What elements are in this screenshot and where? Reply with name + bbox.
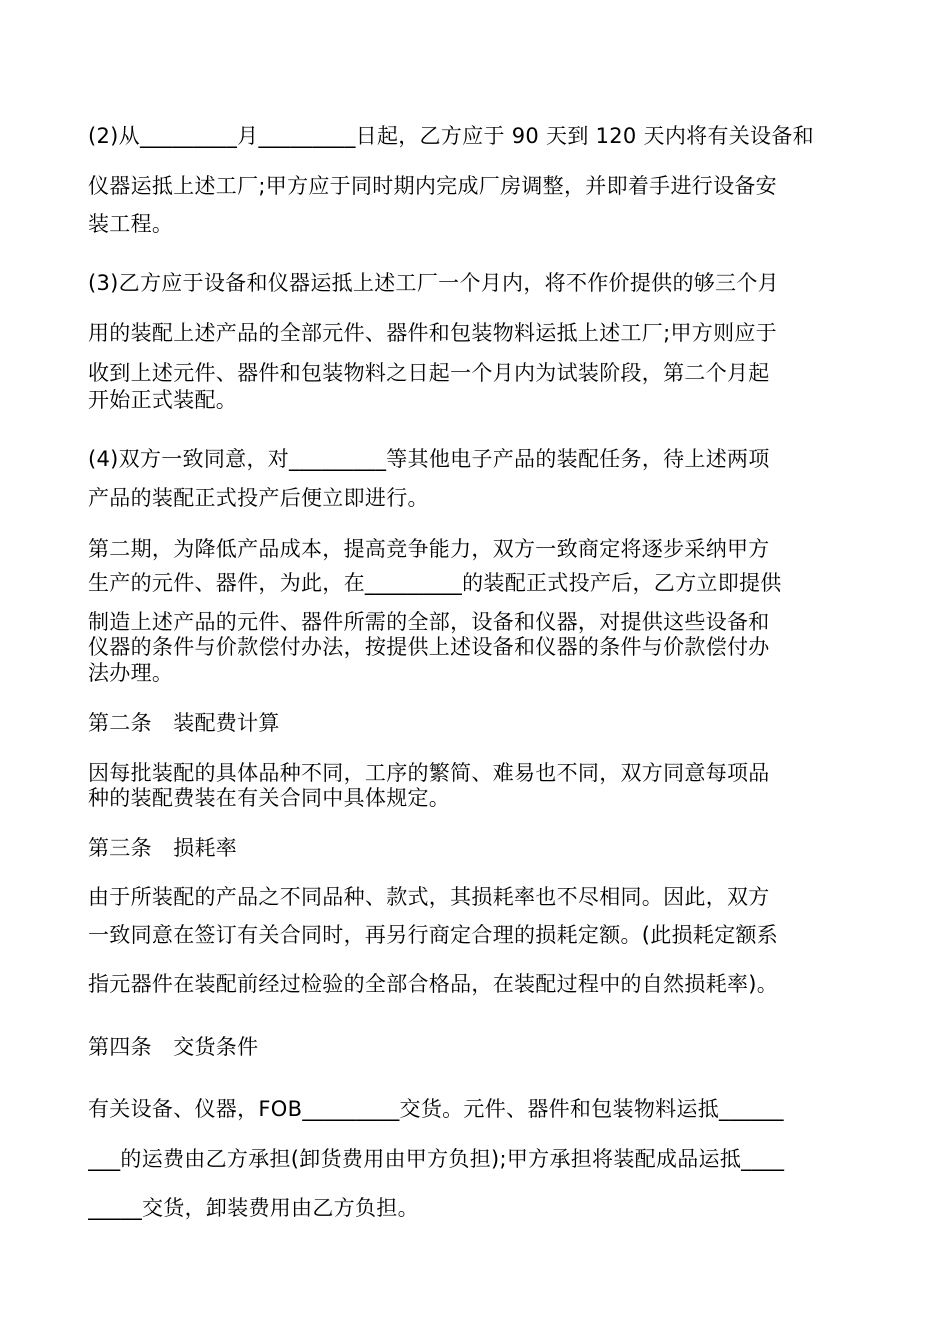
section-heading: 第四条 交货条件 xyxy=(88,1035,259,1059)
text-line: (2)从_________月_________日起，乙方应于 90 天到 120 天内将有关设备和 xyxy=(88,124,814,148)
text-line: 法办理。 xyxy=(88,661,174,685)
text-line: 种的装配费装在有关合同中具体规定。 xyxy=(88,786,451,810)
text-line: 第二期，为降低产品成本，提高竞争能力，双方一致商定将逐步采纳甲方 xyxy=(88,537,770,561)
text-line: 因每批装配的具体品种不同，工序的繁简、难易也不同，双方同意每项品 xyxy=(88,761,770,785)
text-line: 一致同意在签订有关合同时，再另行商定合理的损耗定额。(此损耗定额系 xyxy=(88,923,779,947)
section-heading: 第三条 损耗率 xyxy=(88,836,238,860)
text-line: 有关设备、仪器，FOB_________交货。元件、器件和包装物料运抵______ xyxy=(88,1097,784,1121)
text-line: ___的运费由乙方承担(卸货费用由甲方负担);甲方承担将装配成品运抵____ xyxy=(88,1147,785,1171)
text-line: 仪器运抵上述工厂;甲方应于同时期内完成厂房调整，并即着手进行设备安 xyxy=(88,174,777,198)
text-line: (4)双方一致同意，对_________等其他电子产品的装配任务，待上述两项 xyxy=(88,447,770,471)
text-line: _____交货，卸装费用由乙方负担。 xyxy=(88,1196,419,1220)
text-line: 仪器的条件与价款偿付办法，按提供上述设备和仪器的条件与价款偿付办 xyxy=(88,635,770,659)
text-line: 收到上述元件、器件和包装物料之日起一个月内为试装阶段，第二个月起 xyxy=(88,361,770,385)
section-heading: 第二条 装配费计算 xyxy=(88,711,280,735)
text-line: 由于所装配的产品之不同品种、款式，其损耗率也不尽相同。因此，双方 xyxy=(88,885,770,909)
text-line: 制造上述产品的元件、器件所需的全部，设备和仪器，对提供这些设备和 xyxy=(88,610,770,634)
text-line: 生产的元件、器件，为此，在_________的装配正式投产后，乙方立即提供 xyxy=(88,571,782,595)
text-line: 装工程。 xyxy=(88,212,174,236)
text-line: 用的装配上述产品的全部元件、器件和包装物料运抵上述工厂;甲方则应于 xyxy=(88,321,777,345)
text-line: 开始正式装配。 xyxy=(88,388,238,412)
text-line: (3)乙方应于设备和仪器运抵上述工厂一个月内，将不作价提供的够三个月 xyxy=(88,271,779,295)
text-line: 指元器件在装配前经过检验的全部合格品，在装配过程中的自然损耗率)。 xyxy=(88,972,779,996)
text-line: 产品的装配正式投产后便立即进行。 xyxy=(88,486,429,510)
